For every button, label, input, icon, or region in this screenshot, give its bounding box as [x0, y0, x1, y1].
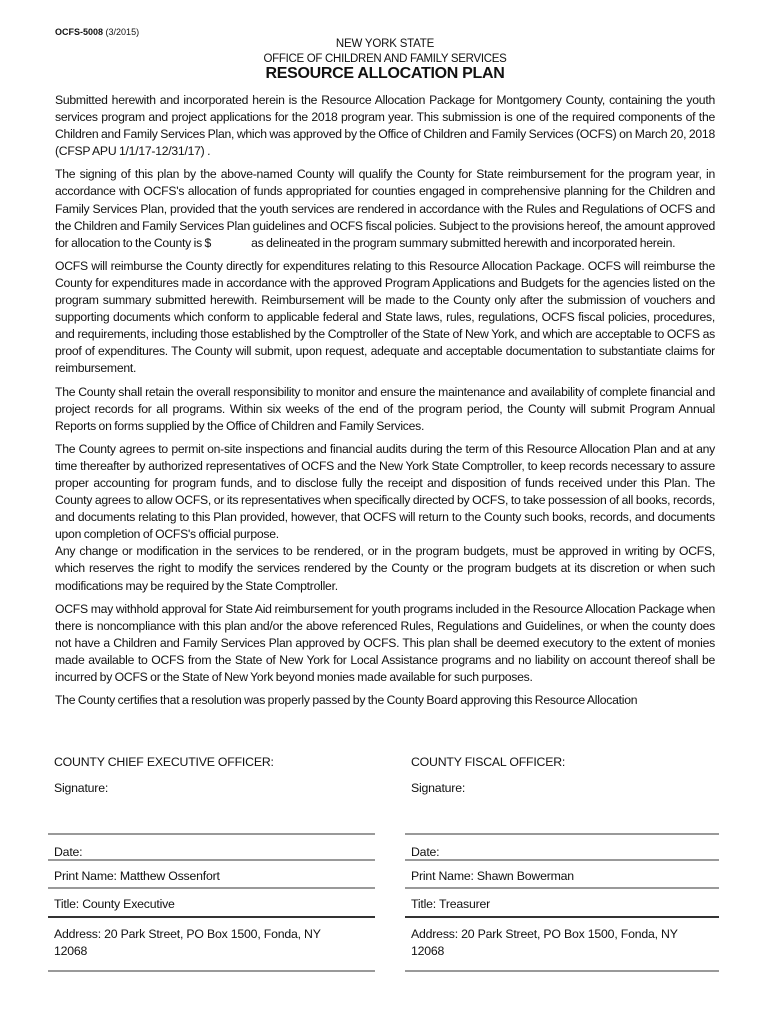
form-date: (3/2015) — [105, 27, 140, 37]
print-name-field[interactable]: Print Name: Matthew Ossenfort — [48, 861, 375, 889]
address-field[interactable]: Address: 20 Park Street, PO Box 1500, Fonda, NY 12068 — [48, 918, 375, 972]
date-field[interactable]: Date: — [405, 835, 719, 861]
paragraph-submission: Submitted herewith and incorporated herein is the Resource Allocation Package for Montgomery County, containing the youth services program and project applications for the 2018 program year. This submission is one of the required components of the Children and Family Services Plan, which was approved by the Office of Children and Family Services (OCFS) on March 20, 2018 (CFSP APU 1/1/17-12/31/17) . — [55, 93, 715, 159]
signature-heading: COUNTY CHIEF EXECUTIVE OFFICER: — [54, 755, 274, 769]
header-office: OFFICE OF CHILDREN AND FAMILY SERVICES — [263, 53, 507, 65]
title-field[interactable]: Title: County Executive — [48, 889, 375, 918]
signature-heading: COUNTY FISCAL OFFICER: — [411, 755, 566, 769]
date-field[interactable]: Date: — [48, 835, 375, 861]
signature-field[interactable]: Signature: — [405, 778, 719, 835]
address-field[interactable]: Address: 20 Park Street, PO Box 1500, Fonda, NY 12068 — [405, 918, 719, 972]
title-field[interactable]: Title: Treasurer — [405, 889, 719, 918]
paragraph-withhold: OCFS may withhold approval for State Aid reimbursement for youth programs included in the Resource Allocation Package when there is noncompliance with this plan and/or the above referenced Rules, Regulations and Guidelines, or when the county does not have a Children and Family Services Plan approved by OCFS. This plan shall be deemed executory to the extent of monies made available to OCFS from the State of New York for Local Assistance programs and no liability on account thereof shall be incurred by OCFS or the State of New York beyond monies made available for such purposes. — [55, 601, 715, 684]
form-id: OCFS-5008 — [55, 27, 104, 37]
paragraph-records: The County shall retain the overall responsibility to monitor and ensure the maintenance and availability of complete financial and project records for all programs. Within six weeks of the end of the program period, the County will submit Program Annual Reports on forms supplied by the Office of Children and Family Services. — [55, 384, 715, 433]
paragraph-reimbursement: OCFS will reimburse the County directly for expenditures relating to this Resource Allocation Package. OCFS will reimburse the County for expenditures made in accordance with the approved Program Applications and Budgets for the agencies listed on the program summary submitted herewith. Reimbursement will be made to the County only after the submission of vouchers and supporting documents which conform to applicable federal and State laws, rules, regulations, OCFS fiscal policies, procedures, and requirements, including those established by the Comptroller of the State of New York, and which are acceptable to OCFS as proof of expenditures. The County will submit, upon request, adequate and acceptable documentation to substantiate claims for reimbursement. — [55, 258, 715, 376]
paragraph-certification: The County certifies that a resolution was properly passed by the County Board approving this Resource Allocation — [55, 693, 638, 708]
signature-block-chief-executive — [48, 752, 375, 972]
signature-block-fiscal-officer — [405, 752, 719, 972]
paragraph-modifications: Any change or modification in the services to be rendered, or in the program budgets, must be approved in writing by OCFS, which reserves the right to modify the services rendered by the County or the program budgets at its discretion or when such modifications may be required by the State Comptroller. — [55, 544, 715, 593]
signature-field[interactable]: Signature: — [48, 778, 375, 835]
paragraph-signing: The signing of this plan by the above-named County will qualify the County for State reimbursement for the program year, in accordance with OCFS's allocation of funds appropriated for counties engaged in comprehensive planning for the Children and Family Services Plan, provided that the youth services are rendered in accordance with the Rules and Regulations of OCFS and the Children and Family Services Plan guidelines and OCFS fiscal policies. Subject to the provisions hereof, the amount approved for allocation to the County is $ as delineated in the program summary submitted herewith and incorporated herein. — [55, 167, 715, 250]
header-state: NEW YORK STATE — [335, 38, 435, 50]
print-name-field[interactable]: Print Name: Shawn Bowerman — [405, 861, 719, 889]
paragraph-inspections: The County agrees to permit on-site inspections and financial audits during the term of this Resource Allocation Plan and at any time thereafter by authorized representatives of OCFS and the New York State Comptroller, to keep records necessary to assure proper accounting for program funds, and to disclose fully the receipt and disposition of funds received under this Plan. The County agrees to allow OCFS, or its representatives when specifically directed by OCFS, to take possession of all books, records, and documents relating to this Plan provided, however, that OCFS will return to the County such books, records, and documents upon completion of OCFS's official purpose. — [55, 441, 715, 542]
document-title: RESOURCE ALLOCATION PLAN — [265, 65, 505, 82]
document-body — [55, 92, 715, 715]
form-number — [55, 27, 139, 37]
